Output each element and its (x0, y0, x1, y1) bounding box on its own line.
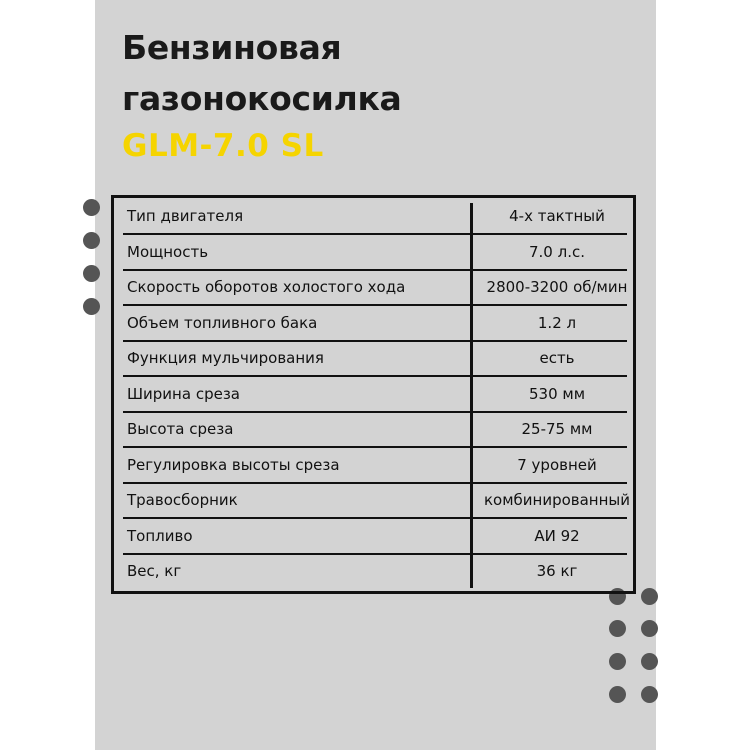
spec-row (114, 411, 633, 446)
spec-table (111, 195, 636, 594)
spec-value: 530 мм (528, 385, 586, 403)
title-line-2: газонокосилка (122, 79, 402, 118)
spec-row (114, 269, 633, 304)
spec-name: Тип двигателя (127, 207, 244, 225)
spec-name: Функция мульчирования (127, 349, 324, 367)
spec-row (114, 198, 633, 233)
spec-value: 7 уровней (517, 456, 597, 474)
spec-row (114, 447, 633, 482)
dot (641, 686, 658, 703)
spec-row (114, 553, 633, 588)
model-name: GLM-7.0 SL (122, 128, 324, 164)
spec-name: Травосборник (127, 491, 238, 509)
dot (609, 653, 626, 670)
spec-name: Вес, кг (127, 562, 182, 580)
dot (641, 588, 658, 605)
spec-value: есть (539, 349, 575, 367)
spec-row (114, 376, 633, 411)
spec-name: Ширина среза (127, 385, 240, 403)
spec-row (114, 305, 633, 340)
spec-row (114, 234, 633, 269)
dot (609, 686, 626, 703)
spec-value: 4-х тактный (509, 207, 605, 225)
dot (83, 265, 100, 282)
dot (83, 298, 100, 315)
spec-value: 25-75 мм (521, 420, 593, 438)
dot (83, 232, 100, 249)
title-line-1: Бензиновая (122, 28, 342, 67)
spec-name: Мощность (127, 243, 209, 261)
spec-name: Объем топливного бака (127, 314, 318, 332)
page-title (122, 22, 402, 124)
spec-value: АИ 92 (534, 527, 580, 545)
spec-value: 36 кг (536, 562, 578, 580)
dot (641, 620, 658, 637)
spec-name: Скорость оборотов холостого хода (127, 278, 406, 296)
spec-value: 7.0 л.с. (529, 243, 585, 261)
spec-name: Топливо (127, 527, 193, 545)
spec-row (114, 518, 633, 553)
spec-row (114, 340, 633, 375)
dot (83, 199, 100, 216)
dot (641, 653, 658, 670)
spec-value: 2800-3200 об/мин (486, 278, 628, 296)
spec-row (114, 482, 633, 517)
spec-value: комбинированный (483, 491, 631, 509)
spec-value: 1.2 л (537, 314, 577, 332)
spec-name: Регулировка высоты среза (127, 456, 340, 474)
dot (609, 620, 626, 637)
spec-name: Высота среза (127, 420, 234, 438)
